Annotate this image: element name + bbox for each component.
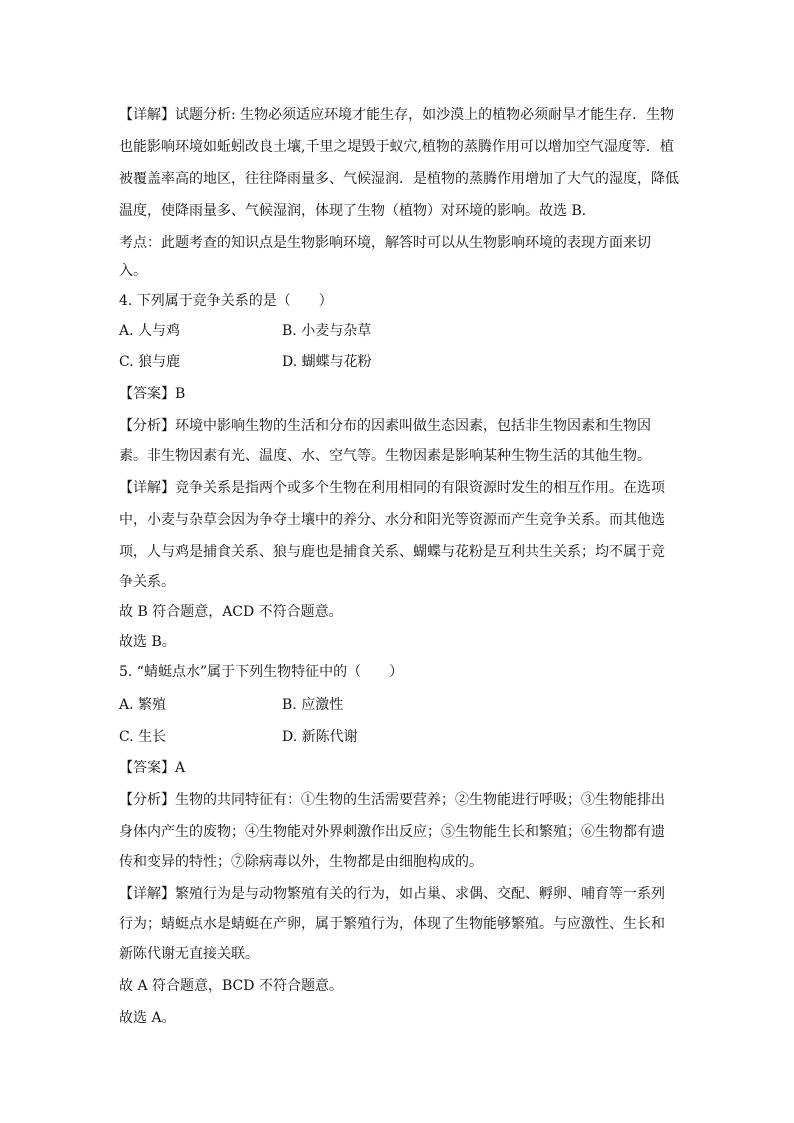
q4-stem: 4. 下列属于竞争关系的是（ ）	[119, 293, 333, 309]
q4-detail-line: 项，人与鸡是捕食关系、狼与鹿也是捕食关系、蝴蝶与花粉是互利共生关系；均不属于竞	[119, 544, 665, 560]
q5-analysis-line: 【分析】生物的共同特征有：①生物的生活需要营养；②生物能进行呼吸；③生物能排出	[119, 792, 665, 808]
q4-option-c: C. 狼与鹿	[119, 354, 181, 370]
q5-option-d: D. 新陈代谢	[282, 729, 358, 745]
q3-kaodian-line: 考点：此题考查的知识点是生物影响环境，解答时可以从生物影响环境的表现方面来切	[119, 235, 651, 251]
q5-analysis-line: 传和变异的特性；⑦除病毒以外，生物都是由细胞构成的。	[119, 854, 483, 870]
q4-option-b: B. 小麦与杂草	[282, 323, 372, 339]
q3-detail-line: 【详解】试题分析: 生物必须适应环境才能生存，如沙漠上的植物必须耐旱才能生存．生物	[119, 107, 675, 123]
q4-option-d: D. 蝴蝶与花粉	[282, 354, 372, 370]
q3-detail-line: 温度，使降雨量多、气候湿润，体现了生物（植物）对环境的影响。故选 B．	[119, 203, 596, 219]
q4-choice: 故选 B。	[119, 634, 176, 650]
q4-detail-line: 争关系。	[119, 574, 175, 590]
q3-kaodian-line: 入。	[119, 263, 147, 279]
q5-detail-line: 新陈代谢无直接关联。	[119, 946, 259, 962]
q4-fit: 故 B 符合题意，ACD 不符合题意。	[119, 604, 343, 620]
q5-option-b: B. 应激性	[282, 697, 344, 713]
q4-detail-line: 中，小麦与杂草会因为争夺土壤中的养分、水分和阳光等资源而产生竞争关系。而其他选	[119, 512, 665, 528]
q4-option-a: A. 人与鸡	[119, 323, 181, 339]
q5-answer: 【答案】A	[119, 760, 186, 776]
q5-analysis-line: 身体内产生的废物；④生物能对外界刺激作出反应；⑤生物能生长和繁殖；⑥生物都有遗	[119, 824, 665, 840]
q4-analysis-line: 【分析】环境中影响生物的生活和分布的因素叫做生态因素，包括非生物因素和生物因	[119, 418, 651, 434]
q5-detail-line: 【详解】繁殖行为是与动物繁殖有关的行为，如占巢、求偶、交配、孵卵、哺育等一系列	[119, 886, 665, 902]
q4-detail-line: 【详解】竞争关系是指两个或多个生物在利用相同的有限资源时发生的相互作用。在选项	[119, 480, 665, 496]
q4-answer: 【答案】B	[119, 386, 186, 402]
q5-choice: 故选 A。	[119, 1010, 176, 1026]
q5-detail-line: 行为；蜻蜓点水是蜻蜓在产卵，属于繁殖行为，体现了生物能够繁殖。与应激性、生长和	[119, 916, 665, 932]
q5-stem: 5. “蜻蜓点水”属于下列生物特征中的（ ）	[119, 664, 404, 680]
q3-detail-line: 被覆盖率高的地区，往往降雨量多、气候湿润．是植物的蒸腾作用增加了大气的湿度，降低	[119, 171, 679, 187]
q5-fit: 故 A 符合题意，BCD 不符合题意。	[119, 978, 343, 994]
q4-analysis-line: 素。非生物因素有光、温度、水、空气等。生物因素是影响某种生物生活的其他生物。	[119, 448, 651, 464]
q5-option-c: C. 生长	[119, 729, 167, 745]
q3-detail-line: 也能影响环境如蚯蚓改良土壤,千里之堤毁于蚁穴,植物的蒸腾作用可以增加空气湿度等．植	[119, 139, 674, 155]
q5-option-a: A. 繁殖	[119, 697, 167, 713]
